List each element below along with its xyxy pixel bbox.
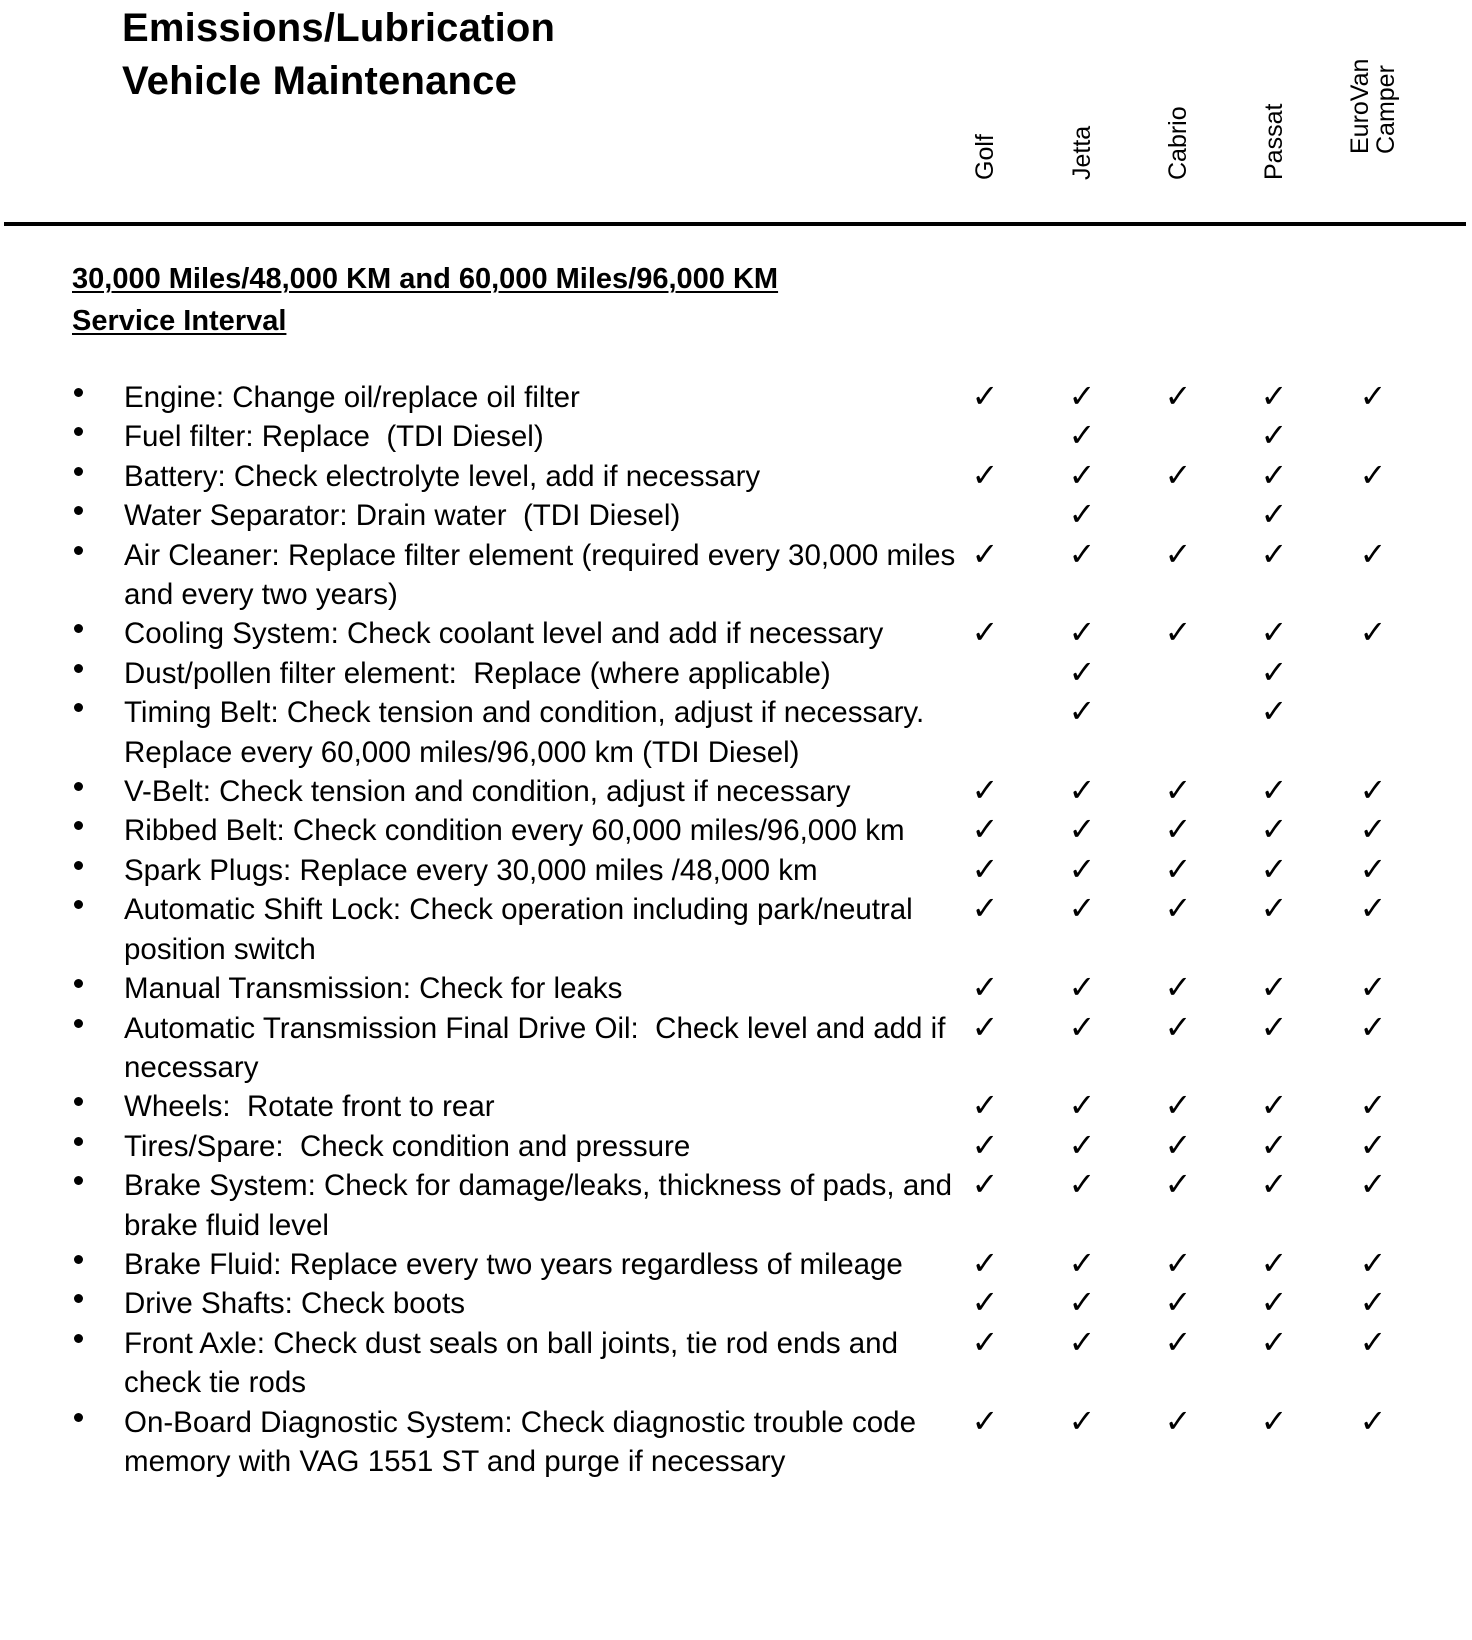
checkmark-icon: ✓ bbox=[1359, 455, 1387, 494]
checkmark-icon: ✓ bbox=[1260, 495, 1288, 534]
checkmark-icon: ✓ bbox=[1260, 1243, 1288, 1282]
bullet-icon bbox=[74, 1176, 83, 1185]
checkmark-icon: ✓ bbox=[1068, 1165, 1096, 1204]
bullet-icon bbox=[74, 388, 83, 397]
checkmark-icon: ✓ bbox=[971, 771, 999, 810]
column-header-label bbox=[1069, 126, 1095, 180]
checkmark-icon: ✓ bbox=[1260, 652, 1288, 691]
checkmark-icon: ✓ bbox=[1260, 771, 1288, 810]
checkmark-icon: ✓ bbox=[1068, 1322, 1096, 1361]
checkmark-icon: ✓ bbox=[1164, 1165, 1192, 1204]
item-text: Wheels: Rotate front to rear bbox=[124, 1090, 495, 1124]
checkmark-icon: ✓ bbox=[971, 1243, 999, 1282]
item-text: Manual Transmission: Check for leaks bbox=[124, 972, 623, 1006]
checkmark-icon: ✓ bbox=[1068, 1007, 1096, 1046]
checkmark-icon: ✓ bbox=[1068, 613, 1096, 652]
column-header-label bbox=[1261, 104, 1287, 180]
checkmark-icon: ✓ bbox=[1164, 1283, 1192, 1322]
checkmark-icon: ✓ bbox=[1068, 455, 1096, 494]
bullet-icon bbox=[74, 624, 83, 633]
column-header-label bbox=[972, 134, 998, 180]
checkmark-icon: ✓ bbox=[971, 613, 999, 652]
bullet-icon bbox=[74, 1294, 83, 1303]
item-text: Water Separator: Drain water (TDI Diesel) bbox=[124, 499, 681, 533]
bullet-icon bbox=[74, 900, 83, 909]
header-divider bbox=[4, 222, 1466, 226]
checkmark-icon: ✓ bbox=[1260, 810, 1288, 849]
checkmark-icon: ✓ bbox=[1359, 810, 1387, 849]
item-text: Brake Fluid: Replace every two years regardless of mileage bbox=[124, 1247, 903, 1281]
item-text: Spark Plugs: Replace every 30,000 miles /48,000 km bbox=[124, 853, 818, 887]
checkmark-icon: ✓ bbox=[1068, 889, 1096, 928]
item-text: Front Axle: Check dust seals on ball joints, tie rod ends and check tie rods bbox=[124, 1326, 907, 1400]
checkmark-icon: ✓ bbox=[971, 810, 999, 849]
column-header-label-line1: Passat bbox=[1260, 103, 1288, 180]
bullet-icon bbox=[74, 1019, 83, 1028]
checkmark-icon: ✓ bbox=[1068, 1243, 1096, 1282]
checkmark-icon: ✓ bbox=[1359, 771, 1387, 810]
checkmark-icon: ✓ bbox=[1164, 849, 1192, 888]
list-item bbox=[0, 496, 1472, 535]
item-text: Battery: Check electrolyte level, add if necessary bbox=[124, 459, 761, 493]
checkmark-icon: ✓ bbox=[1068, 810, 1096, 849]
checkmark-icon: ✓ bbox=[1260, 377, 1288, 415]
checkmark-icon: ✓ bbox=[971, 455, 999, 494]
checkmark-icon: ✓ bbox=[1068, 771, 1096, 810]
checkmark-icon: ✓ bbox=[971, 1165, 999, 1204]
item-text: Brake System: Check for damage/leaks, thickness of pads, and brake fluid level bbox=[124, 1169, 961, 1242]
section-heading-line2: Service Interval bbox=[72, 305, 287, 337]
item-text: Cooling System: Check coolant level and add if necessary bbox=[124, 617, 884, 651]
checkmark-icon: ✓ bbox=[1260, 416, 1288, 455]
item-text: Ribbed Belt: Check condition every 60,000 miles/96,000 km bbox=[124, 814, 905, 848]
item-text: Timing Belt: Check tension and condition, adjust if necessary. Replace every 60,000 miles/96,000 km (TDI Diesel) bbox=[124, 696, 941, 769]
bullet-icon bbox=[74, 546, 83, 555]
column-header-label bbox=[1165, 106, 1191, 180]
column-header-label bbox=[1347, 59, 1399, 154]
checkmark-icon: ✓ bbox=[1164, 1125, 1192, 1164]
checkmark-icon: ✓ bbox=[1164, 1401, 1192, 1440]
checkmark-icon: ✓ bbox=[1359, 1125, 1387, 1164]
checkmark-icon: ✓ bbox=[1359, 1322, 1387, 1361]
checkmark-icon: ✓ bbox=[1068, 1283, 1096, 1322]
bullet-icon bbox=[74, 664, 83, 673]
maintenance-item-list bbox=[0, 378, 1472, 1481]
column-header bbox=[955, 88, 1015, 206]
list-item bbox=[0, 890, 1472, 969]
column-header bbox=[1052, 88, 1112, 206]
checkmark-icon: ✓ bbox=[1359, 1243, 1387, 1282]
bullet-icon bbox=[74, 821, 83, 830]
column-header bbox=[1343, 58, 1403, 206]
list-item bbox=[0, 693, 1472, 772]
column-header bbox=[1148, 88, 1208, 206]
checkmark-icon: ✓ bbox=[1359, 613, 1387, 652]
checkmark-icon: ✓ bbox=[971, 1125, 999, 1164]
checkmark-icon: ✓ bbox=[1260, 1322, 1288, 1361]
checkmark-icon: ✓ bbox=[1260, 692, 1288, 731]
bullet-icon bbox=[74, 1255, 83, 1264]
list-item bbox=[0, 536, 1472, 615]
column-header-label-line1: Jetta bbox=[1068, 125, 1096, 180]
checkmark-icon: ✓ bbox=[1359, 1401, 1387, 1440]
item-text: Tires/Spare: Check condition and pressure bbox=[124, 1129, 691, 1163]
checkmark-icon: ✓ bbox=[1260, 613, 1288, 652]
list-item bbox=[0, 378, 1472, 417]
checkmark-icon: ✓ bbox=[971, 1322, 999, 1361]
item-text: Automatic Transmission Final Drive Oil: Check level and add if necessary bbox=[124, 1011, 954, 1084]
checkmark-icon: ✓ bbox=[1164, 1243, 1192, 1282]
page-title-line1: Emissions/Lubrication bbox=[122, 6, 556, 50]
list-item bbox=[0, 1245, 1472, 1284]
bullet-icon bbox=[74, 1334, 83, 1343]
list-item bbox=[0, 1166, 1472, 1245]
checkmark-icon: ✓ bbox=[1068, 652, 1096, 691]
list-item bbox=[0, 1403, 1472, 1482]
checkmark-icon: ✓ bbox=[1260, 889, 1288, 928]
checkmark-icon: ✓ bbox=[971, 1401, 999, 1440]
checkmark-icon: ✓ bbox=[1260, 1283, 1288, 1322]
checkmark-icon: ✓ bbox=[1359, 889, 1387, 928]
checkmark-icon: ✓ bbox=[1164, 968, 1192, 1007]
list-item bbox=[0, 1087, 1472, 1126]
bullet-icon bbox=[74, 782, 83, 791]
bullet-icon bbox=[74, 1097, 83, 1106]
list-item bbox=[0, 772, 1472, 811]
list-item bbox=[0, 417, 1472, 456]
column-header-label-line1: Cabrio bbox=[1164, 106, 1192, 180]
item-text: Fuel filter: Replace (TDI Diesel) bbox=[124, 420, 544, 454]
checkmark-icon: ✓ bbox=[1068, 377, 1096, 415]
checkmark-icon: ✓ bbox=[1164, 1086, 1192, 1125]
checkmark-icon: ✓ bbox=[1260, 1086, 1288, 1125]
checkmark-icon: ✓ bbox=[1068, 534, 1096, 573]
checkmark-icon: ✓ bbox=[1359, 1086, 1387, 1125]
bullet-icon bbox=[74, 467, 83, 476]
column-header-label-line1: EuroVan bbox=[1346, 58, 1374, 154]
checkmark-icon: ✓ bbox=[971, 1086, 999, 1125]
checkmark-icon: ✓ bbox=[1359, 1165, 1387, 1204]
checkmark-icon: ✓ bbox=[971, 1007, 999, 1046]
bullet-icon bbox=[74, 506, 83, 515]
page-title-line2: Vehicle Maintenance bbox=[122, 59, 518, 103]
column-header bbox=[1244, 88, 1304, 206]
item-text: Automatic Shift Lock: Check operation including park/neutral position switch bbox=[124, 893, 921, 966]
list-item bbox=[0, 614, 1472, 653]
item-text: Drive Shafts: Check boots bbox=[124, 1287, 466, 1321]
checkmark-icon: ✓ bbox=[1164, 534, 1192, 573]
checkmark-icon: ✓ bbox=[1359, 1283, 1387, 1322]
checkmark-icon: ✓ bbox=[1359, 1007, 1387, 1046]
column-header-label-line2: Camper bbox=[1372, 65, 1400, 154]
checkmark-icon: ✓ bbox=[1164, 810, 1192, 849]
page-title bbox=[122, 2, 555, 108]
checkmark-icon: ✓ bbox=[1164, 1007, 1192, 1046]
bullet-icon bbox=[74, 1413, 83, 1422]
list-item bbox=[0, 1127, 1472, 1166]
item-text: Engine: Change oil/replace oil filter bbox=[124, 381, 580, 414]
list-item bbox=[0, 811, 1472, 850]
checkmark-icon: ✓ bbox=[1164, 1322, 1192, 1361]
checkmark-icon: ✓ bbox=[1164, 771, 1192, 810]
checkmark-icon: ✓ bbox=[971, 889, 999, 928]
checkmark-icon: ✓ bbox=[1068, 1125, 1096, 1164]
checkmark-icon: ✓ bbox=[1068, 849, 1096, 888]
item-text: On-Board Diagnostic System: Check diagnostic trouble code memory with VAG 1551 ST and purge if necessary bbox=[124, 1405, 925, 1478]
checkmark-icon: ✓ bbox=[1359, 849, 1387, 888]
checkmark-icon: ✓ bbox=[1359, 534, 1387, 573]
checkmark-icon: ✓ bbox=[1068, 495, 1096, 534]
checkmark-icon: ✓ bbox=[971, 1283, 999, 1322]
checkmark-icon: ✓ bbox=[1260, 1125, 1288, 1164]
checkmark-icon: ✓ bbox=[1068, 416, 1096, 455]
item-text: Air Cleaner: Replace filter element (required every 30,000 miles and every two years) bbox=[124, 538, 964, 612]
checkmark-icon: ✓ bbox=[1164, 613, 1192, 652]
checkmark-icon: ✓ bbox=[1068, 968, 1096, 1007]
section-heading bbox=[72, 258, 778, 342]
item-text: Dust/pollen filter element: Replace (where applicable) bbox=[124, 656, 831, 690]
item-text: V-Belt: Check tension and condition, adjust if necessary bbox=[124, 775, 851, 809]
list-item bbox=[0, 457, 1472, 496]
checkmark-icon: ✓ bbox=[1260, 1165, 1288, 1204]
checkmark-icon: ✓ bbox=[1260, 849, 1288, 888]
checkmark-icon: ✓ bbox=[1260, 455, 1288, 494]
column-header-label-line1: Golf bbox=[971, 134, 999, 180]
checkmark-icon: ✓ bbox=[1260, 1007, 1288, 1046]
bullet-icon bbox=[74, 703, 83, 712]
bullet-icon bbox=[74, 1137, 83, 1146]
list-item bbox=[0, 969, 1472, 1008]
bullet-icon bbox=[74, 979, 83, 988]
checkmark-icon: ✓ bbox=[1164, 889, 1192, 928]
list-item bbox=[0, 1009, 1472, 1088]
list-item bbox=[0, 851, 1472, 890]
checkmark-icon: ✓ bbox=[1260, 968, 1288, 1007]
list-item bbox=[0, 1284, 1472, 1323]
list-item bbox=[0, 654, 1472, 693]
checkmark-icon: ✓ bbox=[1260, 534, 1288, 573]
checkmark-icon: ✓ bbox=[1260, 1401, 1288, 1440]
checkmark-icon: ✓ bbox=[1359, 377, 1387, 415]
checkmark-icon: ✓ bbox=[971, 534, 999, 573]
checkmark-icon: ✓ bbox=[971, 377, 999, 415]
checkmark-icon: ✓ bbox=[1164, 455, 1192, 494]
checkmark-icon: ✓ bbox=[1068, 1086, 1096, 1125]
checkmark-icon: ✓ bbox=[1164, 377, 1192, 415]
checkmark-icon: ✓ bbox=[971, 968, 999, 1007]
list-item bbox=[0, 1324, 1472, 1403]
checkmark-icon: ✓ bbox=[971, 849, 999, 888]
checkmark-icon: ✓ bbox=[1068, 692, 1096, 731]
checkmark-icon: ✓ bbox=[1068, 1401, 1096, 1440]
section-heading-line1: 30,000 Miles/48,000 KM and 60,000 Miles/96,000 KM bbox=[72, 263, 779, 295]
bullet-icon bbox=[74, 861, 83, 870]
bullet-icon bbox=[74, 427, 83, 436]
checkmark-icon: ✓ bbox=[1359, 968, 1387, 1007]
